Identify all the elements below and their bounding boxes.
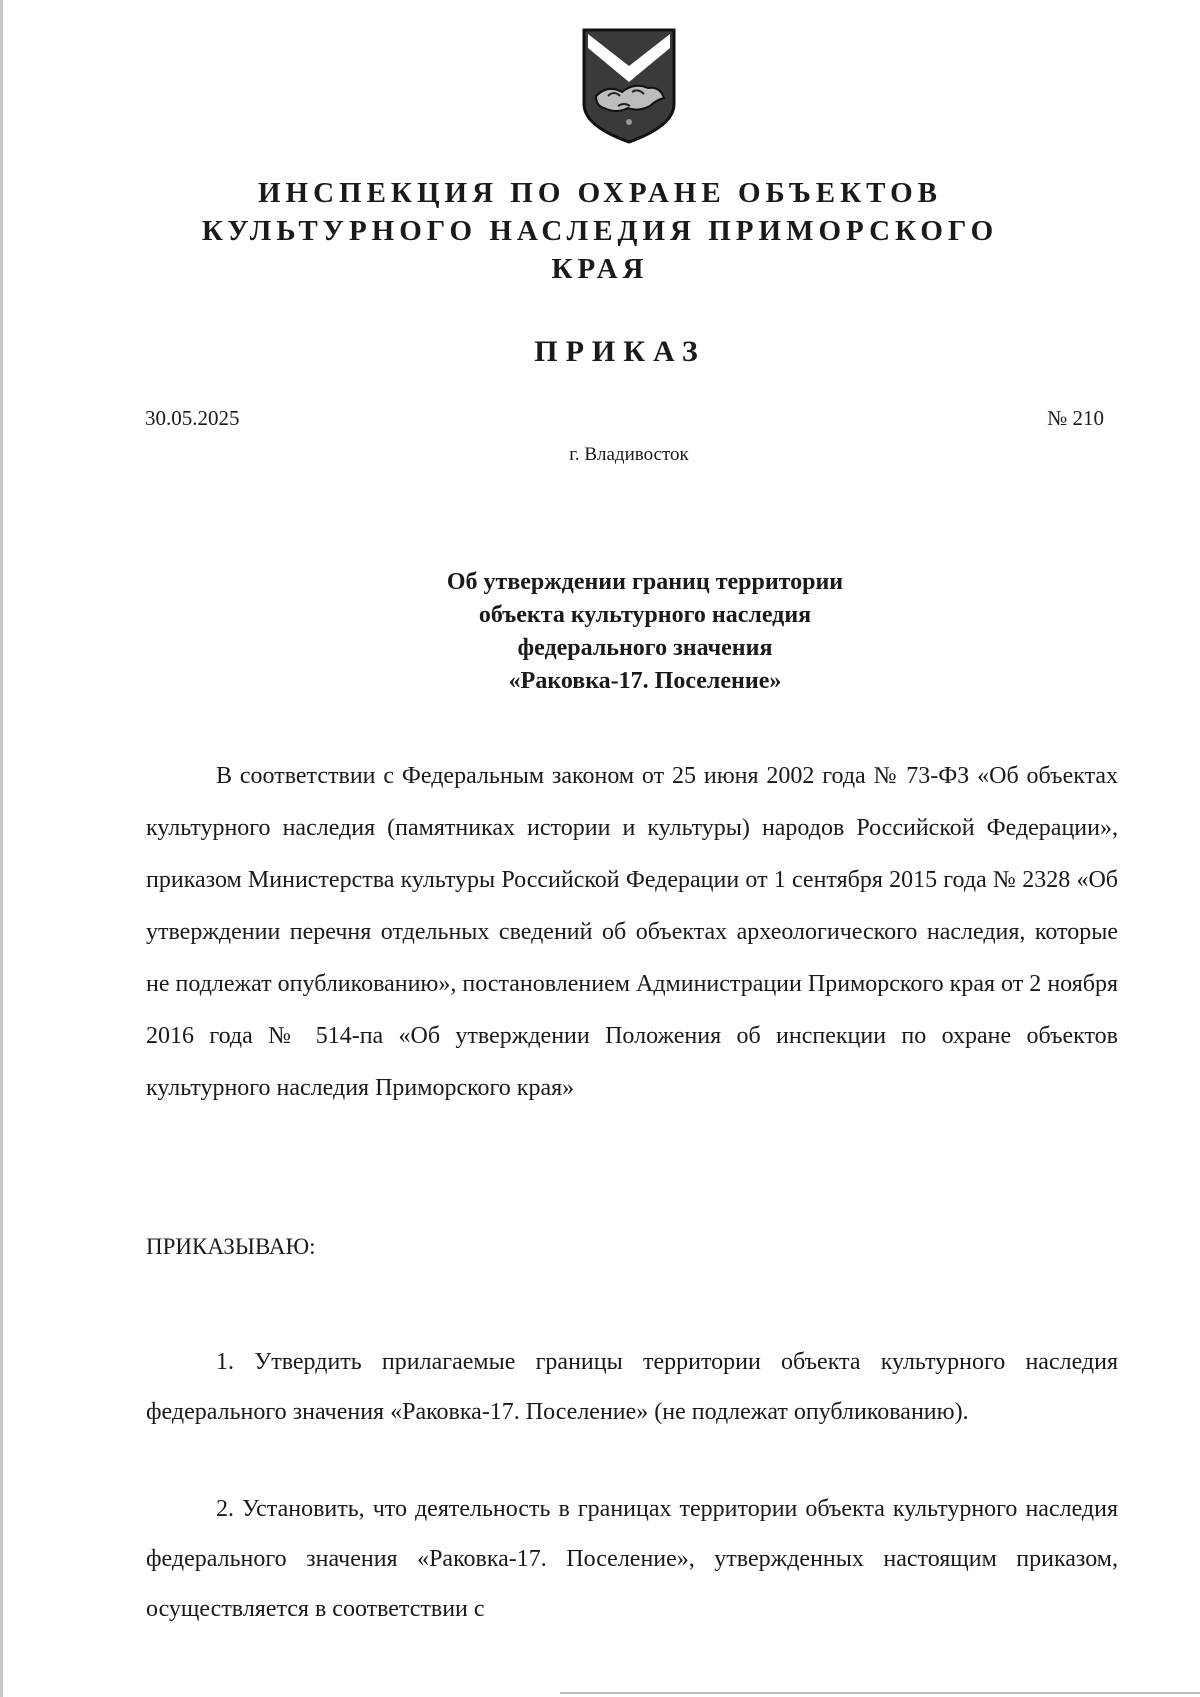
document-number: № 210 [1047, 406, 1104, 430]
order-item-1: 1. Утвердить прилагаемые границы территории объекта культурного наследия федерального значения «Раковка-17. Поселение» (не подлежат опубликованию). [146, 1349, 1118, 1425]
order-item-2: 2. Установить, что деятельность в границах территории объекта культурного наследия федерального значения «Раковка-17. Поселение», утвержденных настоящим приказом, осуществляется в соответствии с [146, 1496, 1118, 1622]
organization-name-line-1: ИНСПЕКЦИЯ ПО ОХРАНЕ ОБЪЕКТОВ [257, 177, 943, 209]
organization-name [150, 174, 1050, 288]
document-title-line: Об утверждении границ территории [446, 569, 844, 595]
document-title-line: объекта культурного наследия [478, 602, 812, 628]
scan-left-edge [0, 0, 3, 1697]
preamble-paragraph: В соответствии с Федеральным законом от 25 июня 2002 года № 73-ФЗ «Об объектах культурного наследия (памятниках истории и культуры) народов Российской Федерации», приказом Министерства культуры Российской Федерации от 1 сентября 2015 года № 2328 «Об утверждении перечня отдельных сведений об объектах археологического наследия, которые не подлежат опубликованию», постановлением Администрации Приморского края от 2 ноября 2016 года № 514-па «Об утверждении Положения об инспекции по охране объектов культурного наследия Приморского края» [146, 763, 1118, 1101]
document-type: ПРИКАЗ [534, 335, 706, 368]
document-title-line: федерального значения [517, 635, 773, 661]
page-bottom-border [560, 1692, 1200, 1694]
primorsky-krai-coat-of-arms-icon [578, 26, 680, 146]
document-title-line: «Раковка-17. Поселение» [508, 668, 782, 694]
document-date: 30.05.2025 [145, 406, 240, 430]
document-title [300, 566, 990, 698]
document-city: г. Владивосток [569, 444, 689, 465]
order-command: ПРИКАЗЫВАЮ: [146, 1234, 316, 1259]
organization-name-line-2: КУЛЬТУРНОГО НАСЛЕДИЯ ПРИМОРСКОГО КРАЯ [201, 215, 999, 285]
